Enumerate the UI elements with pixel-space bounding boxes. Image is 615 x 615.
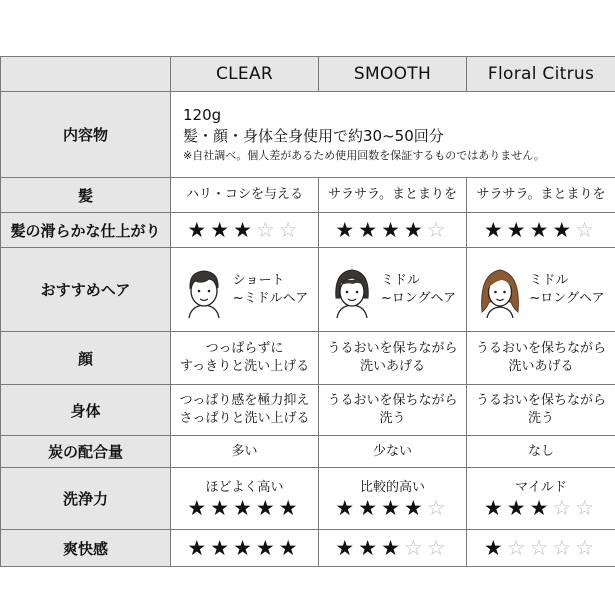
row-label-refresh: 爽快感 [1,530,171,567]
face-floral-line2: 洗いあげる [508,359,574,374]
star-filled-icon: ★ [187,495,211,520]
charcoal-clear: 多い [171,436,319,468]
cleansing-stars-floral [467,497,615,519]
body-smooth-line1: うるおいを保ちながら [327,393,458,408]
face-clear [171,332,319,385]
star-filled-icon: ★ [529,218,553,242]
content-note: ※自社調べ。個人差があるため使用回数を保証するものではありません。 [183,149,545,162]
star-empty-icon: ☆ [426,536,450,560]
recommend-clear [171,248,319,332]
recommend-floral-line2: ~ロングヘア [529,290,605,306]
face-floral-line1: うるおいを保ちながら [475,341,606,356]
cleansing-floral [467,468,615,530]
face-clear-line2: すっきりと洗い上げる [179,359,310,374]
star-empty-icon: ☆ [575,495,599,520]
charcoal-row [1,436,615,468]
row-label-recommend: おすすめヘア [1,248,171,332]
content-weight: 120g [183,106,222,124]
star-filled-icon: ★ [335,536,359,560]
star-filled-icon: ★ [210,495,234,520]
corner-cell [1,57,171,92]
star-empty-icon: ☆ [552,495,576,520]
star-filled-icon: ★ [278,495,302,520]
face-clear-line1: つっぱらずに [205,341,284,356]
recommend-clear-line2: ~ミドルヘア [232,290,309,306]
recommend-floral [467,248,615,332]
cleansing-stars-smooth [319,497,466,519]
star-filled-icon: ★ [233,495,256,520]
column-header-clear: CLEAR [171,57,319,92]
star-filled-icon: ★ [255,495,279,520]
star-filled-icon: ★ [381,495,404,520]
star-filled-icon: ★ [358,536,382,560]
hair-floral: サラサラ。まとまりを [467,178,615,213]
body-floral-line1: うるおいを保ちながら [475,393,606,408]
star-filled-icon: ★ [278,536,302,560]
star-filled-icon: ★ [506,218,530,242]
body-clear-line2: さっぱりと洗い上げる [179,411,310,426]
star-empty-icon: ☆ [426,218,450,242]
hair-row [1,178,615,213]
body-clear-line1: つっぱり感を極力抑え [179,393,310,408]
row-label-finish: 髪の滑らかな仕上がり [1,213,171,248]
row-label-face: 顔 [1,332,171,385]
star-filled-icon: ★ [358,218,382,242]
column-header-smooth: SMOOTH [319,57,467,92]
star-filled-icon: ★ [483,218,507,242]
star-filled-icon: ★ [381,536,404,560]
body-floral [467,385,615,436]
cleansing-floral-text: マイルド [515,479,567,495]
hair-clear: ハリ・コシを与える [171,178,319,213]
recommend-clear-line1: ショート [232,272,285,288]
comparison-table [0,56,615,567]
short-hair-man-icon [181,262,227,318]
cleansing-smooth [319,468,467,530]
star-filled-icon: ★ [403,495,427,520]
body-floral-line2: 洗う [527,411,554,426]
hair-smooth: サラサラ。まとまりを [319,178,467,213]
row-label-charcoal: 炭の配合量 [1,436,171,468]
cleansing-clear-text: ほどよく高い [205,479,284,495]
star-empty-icon: ☆ [575,218,599,242]
star-filled-icon: ★ [529,495,553,520]
star-empty-icon: ☆ [552,536,576,560]
recommend-floral-line1: ミドル [529,272,569,288]
star-empty-icon: ☆ [575,536,599,560]
star-filled-icon: ★ [335,495,359,520]
star-empty-icon: ☆ [506,536,530,560]
cleansing-stars-clear [171,497,318,519]
star-filled-icon: ★ [483,495,507,520]
finish-stars-smooth [319,213,467,248]
star-empty-icon: ☆ [403,536,427,560]
star-filled-icon: ★ [552,218,576,242]
star-filled-icon: ★ [210,536,234,560]
star-filled-icon: ★ [335,218,359,242]
content-row [1,92,615,178]
body-clear [171,385,319,436]
body-smooth [319,385,467,436]
star-empty-icon: ☆ [529,536,553,560]
star-filled-icon: ★ [187,536,211,560]
row-label-body: 身体 [1,385,171,436]
star-filled-icon: ★ [255,536,279,560]
finish-stars-floral [467,213,615,248]
cleansing-smooth-text: 比較的高い [359,479,425,495]
star-filled-icon: ★ [403,218,427,242]
star-filled-icon: ★ [210,218,234,242]
star-empty-icon: ☆ [426,495,450,520]
refresh-stars-clear [171,530,319,567]
star-filled-icon: ★ [187,218,211,242]
face-smooth-line2: 洗いあげる [359,359,425,374]
long-hair-woman-icon [477,262,523,318]
recommend-row [1,248,615,332]
star-empty-icon: ☆ [255,218,279,242]
header-row [1,57,615,92]
charcoal-floral: なし [467,436,615,468]
star-filled-icon: ★ [506,495,530,520]
row-label-hair: 髪 [1,178,171,213]
charcoal-smooth: 少ない [319,436,467,468]
refresh-stars-floral [467,530,615,567]
content-cell [171,92,615,178]
medium-hair-man-icon [329,262,375,318]
refresh-stars-smooth [319,530,467,567]
cleansing-row [1,468,615,530]
star-filled-icon: ★ [358,495,382,520]
cleansing-clear [171,468,319,530]
star-filled-icon: ★ [483,536,507,560]
row-label-cleansing: 洗浄力 [1,468,171,530]
face-smooth [319,332,467,385]
face-smooth-line1: うるおいを保ちながら [327,341,458,356]
body-row [1,385,615,436]
face-floral [467,332,615,385]
star-empty-icon: ☆ [278,218,302,242]
finish-stars-clear [171,213,319,248]
face-row [1,332,615,385]
recommend-smooth-line1: ミドル [380,272,420,288]
star-filled-icon: ★ [233,536,256,560]
recommend-smooth-line2: ~ロングヘア [380,290,457,306]
refresh-row [1,530,615,567]
body-smooth-line2: 洗う [379,411,406,426]
content-usage: 髪・顔・身体全身使用で約30~50回分 [183,127,444,145]
column-header-floral: Floral Citrus [467,57,615,92]
star-filled-icon: ★ [381,218,404,242]
star-filled-icon: ★ [233,218,256,242]
recommend-smooth [319,248,467,332]
row-label-content: 内容物 [1,92,171,178]
finish-row [1,213,615,248]
